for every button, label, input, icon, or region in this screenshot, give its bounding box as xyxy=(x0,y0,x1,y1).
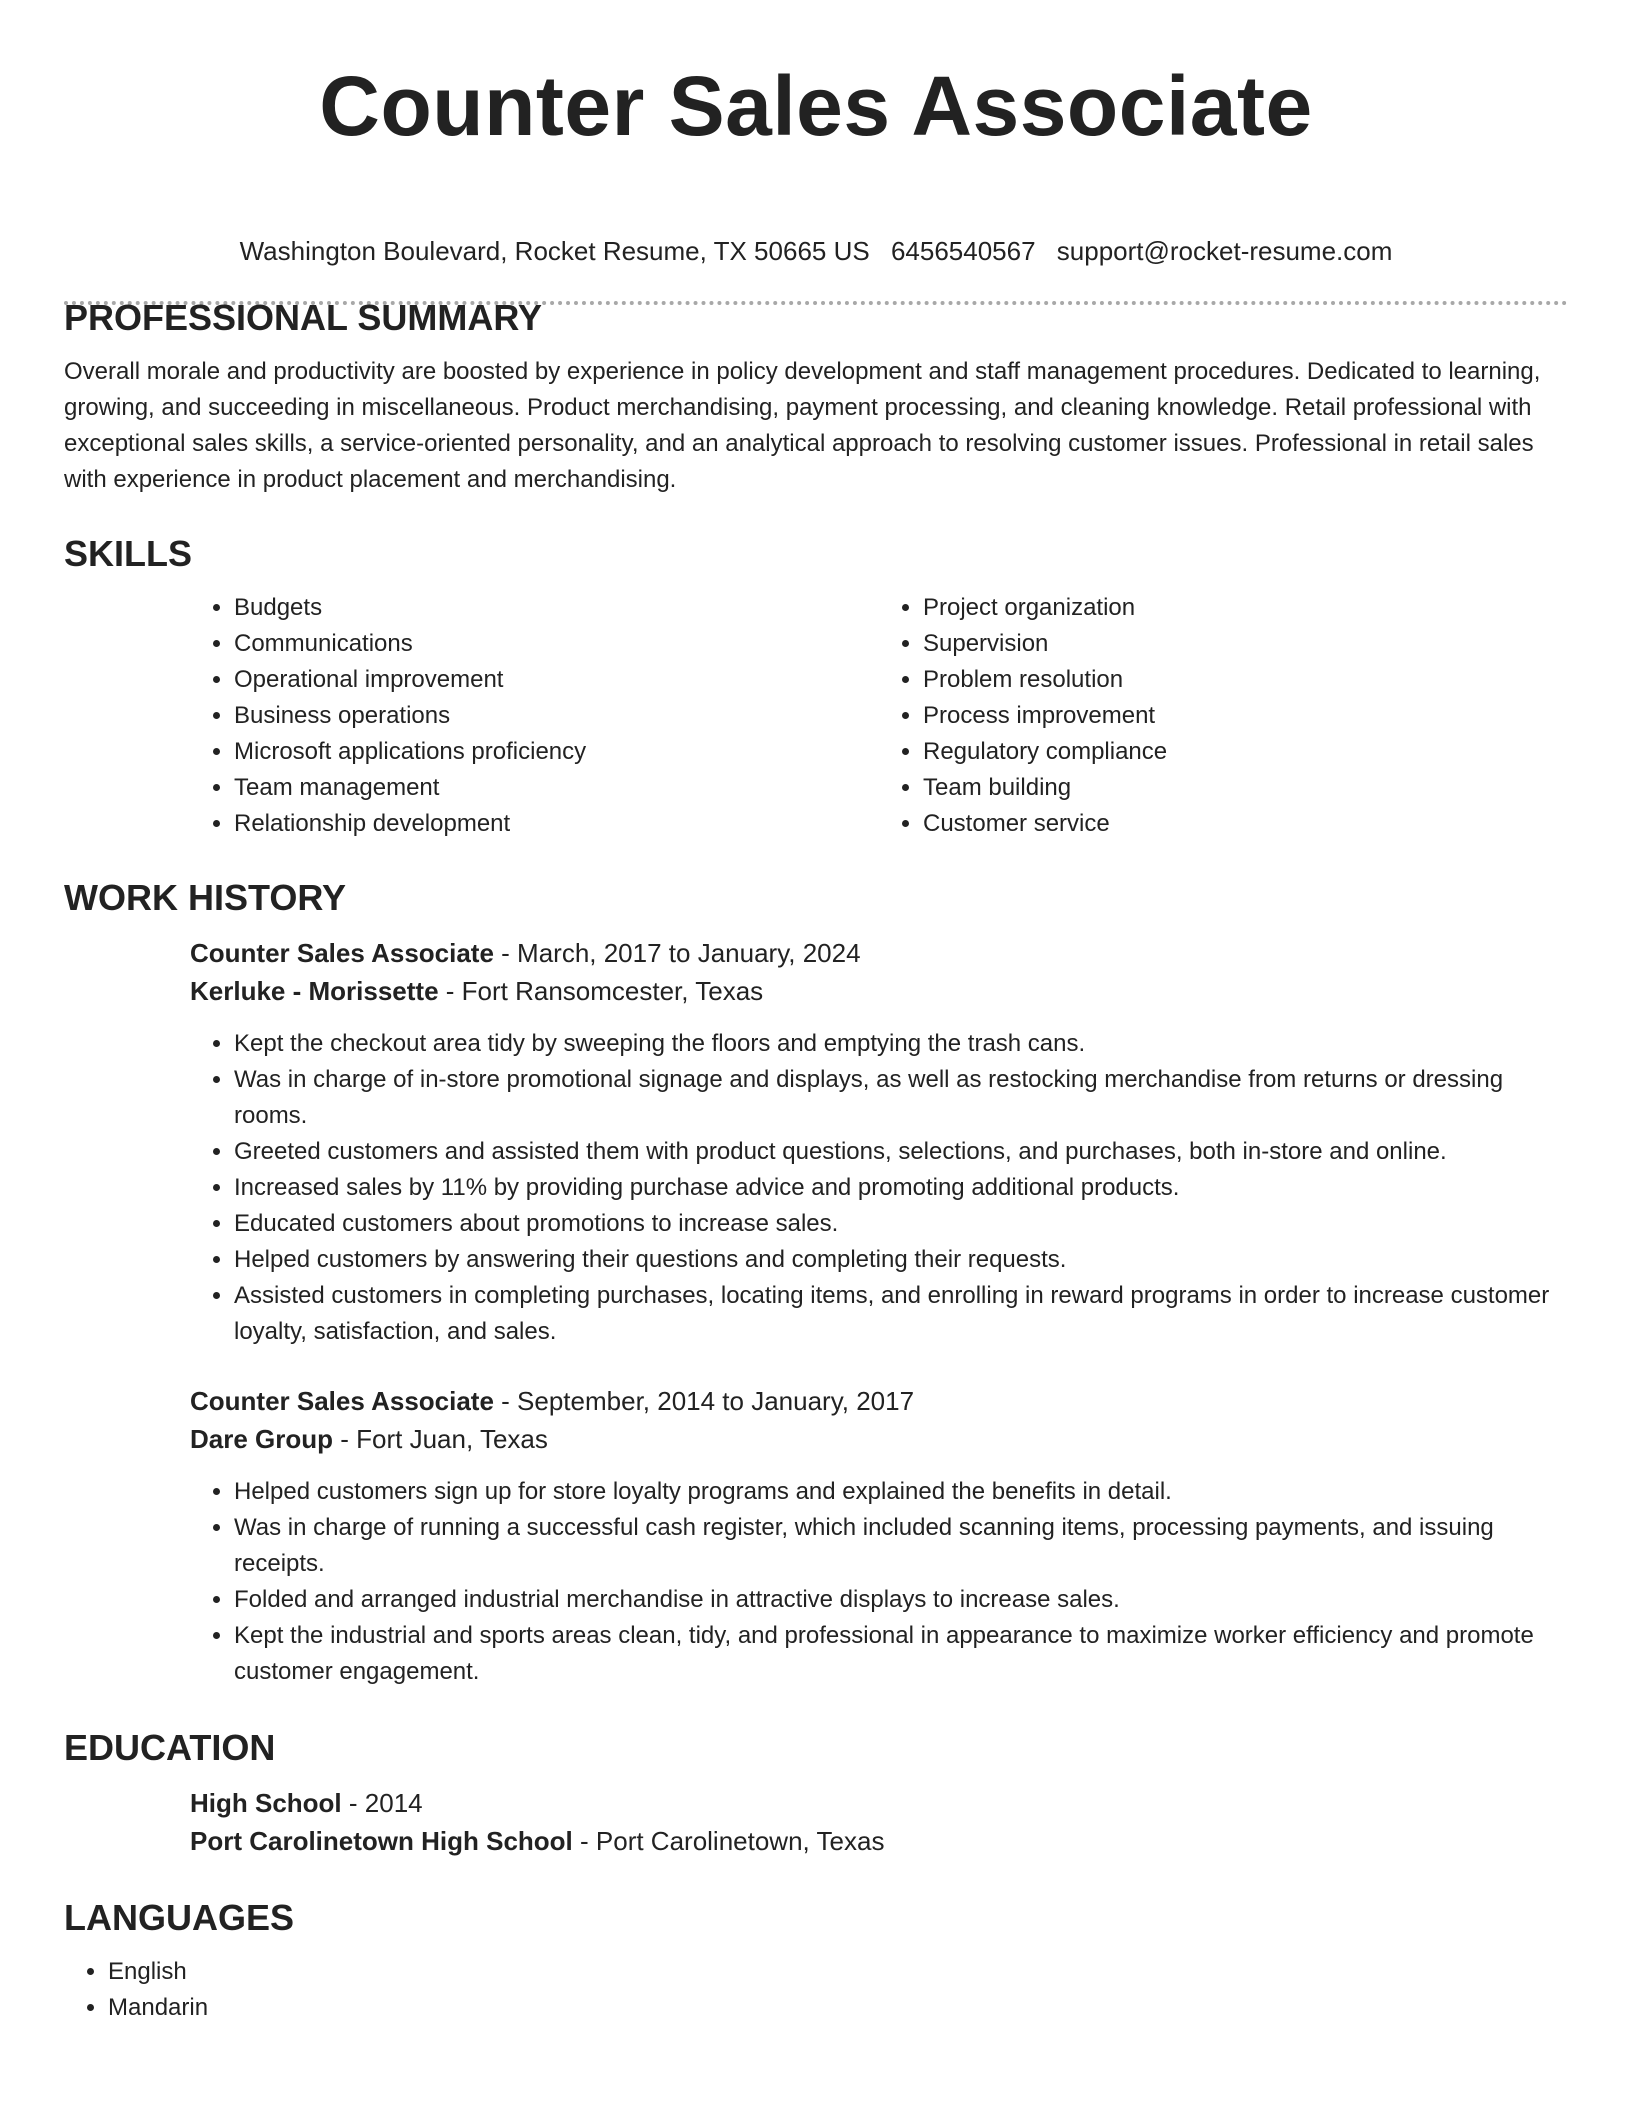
job-title: Counter Sales Associate xyxy=(190,938,494,968)
job-company-line xyxy=(190,1420,1568,1458)
list-item: • Supervision xyxy=(923,626,1568,662)
list-item: • Team building xyxy=(923,770,1568,806)
job-dates: - September, 2014 to January, 2017 xyxy=(493,1386,915,1416)
work-history-heading: WORK HISTORY xyxy=(64,877,347,918)
job-duties-list xyxy=(64,1474,1568,1690)
list-item: • Helped customers sign up for store loyalty programs and explained the benefits in detail. xyxy=(234,1474,1568,1510)
list-item: • Customer service xyxy=(923,806,1568,842)
degree: High School xyxy=(190,1788,342,1818)
education-entry xyxy=(190,1784,1568,1860)
contact-phone: 6456540567 xyxy=(890,236,1036,266)
job-company: Dare Group xyxy=(190,1424,334,1454)
resume-page xyxy=(64,0,1568,2021)
languages-heading: LANGUAGES xyxy=(64,1897,295,1938)
graduation-year: - 2014 xyxy=(341,1788,423,1818)
contact-email: support@rocket-resume.com xyxy=(1056,236,1393,266)
job-title: Counter Sales Associate xyxy=(190,1386,494,1416)
list-item: • Regulatory compliance xyxy=(923,734,1568,770)
list-item: • Kept the checkout area tidy by sweeping the floors and emptying the trash cans. xyxy=(234,1026,1568,1062)
job-entry xyxy=(190,1382,1568,1690)
list-item: • Operational improvement xyxy=(234,662,879,698)
school-line xyxy=(190,1822,1568,1860)
list-item: • Educated customers about promotions to increase sales. xyxy=(234,1206,1568,1242)
list-item: • English xyxy=(108,1954,1568,1990)
list-item: • Increased sales by 11% by providing purchase advice and promoting additional products. xyxy=(234,1170,1568,1206)
list-item: • Team management xyxy=(234,770,879,806)
job-company: Kerluke - Morissette xyxy=(190,976,439,1006)
work-history-section xyxy=(64,876,1568,1690)
job-location: - Fort Juan, Texas xyxy=(333,1424,548,1454)
languages-section xyxy=(64,1896,1568,2026)
list-item: • Folded and arranged industrial merchandise in attractive displays to increase sales. xyxy=(234,1582,1568,1618)
contact-address: Washington Boulevard, Rocket Resume, TX 50665 US xyxy=(239,236,870,266)
list-item: • Helped customers by answering their questions and completing their requests. xyxy=(234,1242,1568,1278)
list-item: • Microsoft applications proficiency xyxy=(234,734,879,770)
job-company-line xyxy=(190,972,1568,1010)
school-name: Port Carolinetown High School xyxy=(190,1826,573,1856)
list-item: • Greeted customers and assisted them with product questions, selections, and purchases, both in-store and online. xyxy=(234,1134,1568,1170)
list-item: • Process improvement xyxy=(923,698,1568,734)
list-item: • Business operations xyxy=(234,698,879,734)
list-item: • Kept the industrial and sports areas clean, tidy, and professional in appearance to maximize worker efficiency and promote customer engagement. xyxy=(234,1618,1568,1690)
job-entry xyxy=(190,934,1568,1350)
list-item: • Was in charge of running a successful cash register, which included scanning items, processing payments, and issuing receipts. xyxy=(234,1510,1568,1582)
degree-line xyxy=(190,1784,1568,1822)
resume-name-title: Counter Sales Associate xyxy=(319,59,1313,153)
skills-columns xyxy=(190,590,1568,842)
education-section xyxy=(64,1726,1568,1860)
skills-heading: SKILLS xyxy=(64,533,193,574)
skills-section xyxy=(64,532,1568,842)
job-title-line xyxy=(190,1382,1568,1420)
list-item: • Relationship development xyxy=(234,806,879,842)
school-location: - Port Carolinetown, Texas xyxy=(572,1826,885,1856)
list-item: • Mandarin xyxy=(108,1990,1568,2026)
contact-line xyxy=(64,234,1568,268)
summary-text: Overall morale and productivity are boosted by experience in policy development and staff management procedures. Dedicated to learning, growing, and succeeding in miscellaneous. Product merchandising, payment processing, and cleaning knowledge. Retail professional with exceptional sales skills, a service-oriented personality, and an analytical approach to resolving customer issues. Professional in retail sales with experience in product placement and merchandising. xyxy=(64,358,1541,493)
job-title-line xyxy=(190,934,1568,972)
list-item: • Problem resolution xyxy=(923,662,1568,698)
list-item: • Communications xyxy=(234,626,879,662)
skills-list-right xyxy=(879,590,1568,842)
languages-list xyxy=(64,1954,1568,2026)
list-item: • Budgets xyxy=(234,590,879,626)
list-item: • Assisted customers in completing purchases, locating items, and enrolling in reward programs in order to increase customer loyalty, satisfaction, and sales. xyxy=(234,1278,1568,1350)
education-heading: EDUCATION xyxy=(64,1727,276,1768)
summary-section xyxy=(64,296,1568,498)
list-item: • Project organization xyxy=(923,590,1568,626)
list-item: • Was in charge of in-store promotional signage and displays, as well as restocking merchandise from returns or dressing rooms. xyxy=(234,1062,1568,1134)
skills-list-left xyxy=(190,590,879,842)
job-duties-list xyxy=(64,1026,1568,1350)
job-dates: - March, 2017 to January, 2024 xyxy=(493,938,861,968)
job-location: - Fort Ransomcester, Texas xyxy=(438,976,764,1006)
summary-heading: PROFESSIONAL SUMMARY xyxy=(64,297,543,338)
